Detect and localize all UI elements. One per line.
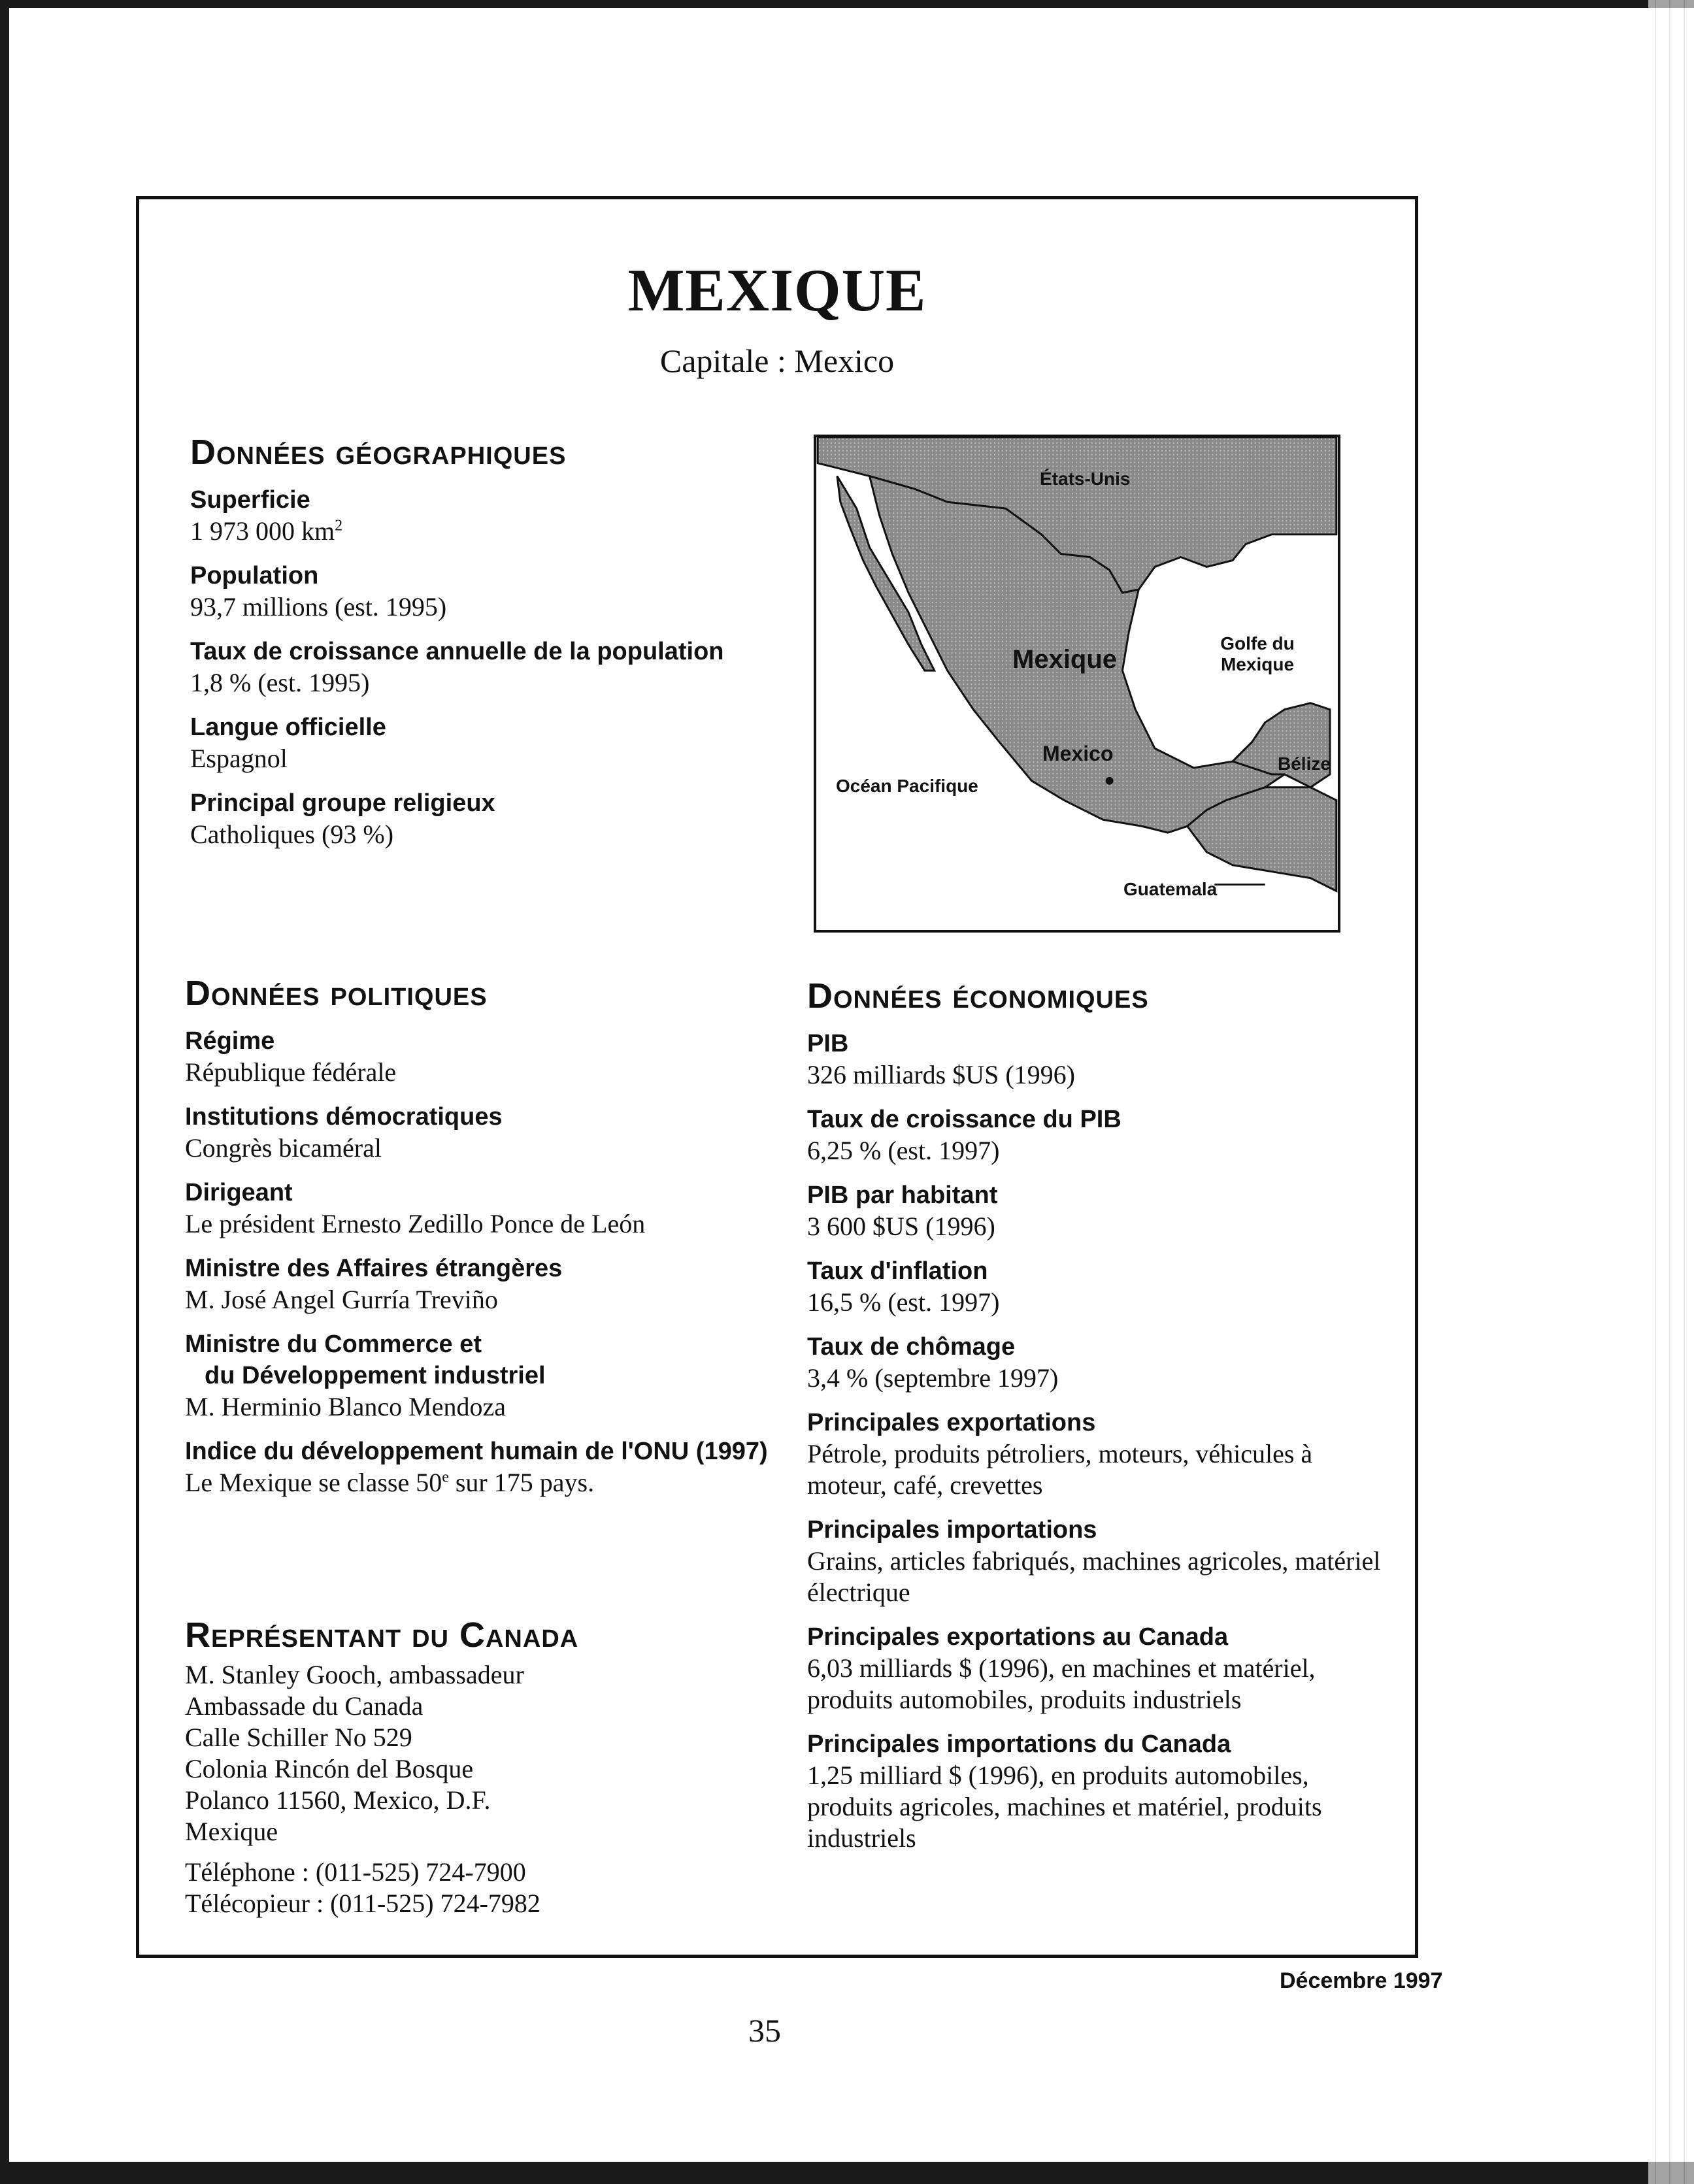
map-label-guatemala: Guatemala [1123,879,1218,899]
address-line: Ambassade du Canada [185,1691,424,1721]
representative-heading: Représentant du Canada [185,1615,579,1655]
scan-edge-right [1648,0,1694,2184]
address-line: Calle Schiller No 529 [185,1723,412,1752]
geo-section [190,432,791,863]
scan-edge-bottom [0,2162,1694,2184]
politics-item-leader [185,1177,786,1240]
geo-item-language [190,712,791,774]
geo-item-religion [190,787,791,850]
geo-heading: Données géographiques [190,433,567,472]
scan-edge-left [0,0,9,2184]
country-title: MEXIQUE [627,257,927,323]
economy-item-imports [807,1514,1395,1608]
politics-value: M. Herminio Blanco Mendoza [185,1392,506,1421]
economy-item-gdp-growth [807,1104,1395,1166]
economy-section [807,976,1395,1867]
politics-item-regime [185,1025,786,1088]
geo-item-population [190,560,791,623]
economy-label: Principales importations du Canada [807,1730,1231,1758]
geo-label: Population [190,562,319,589]
geo-label: Principal groupe religieux [190,789,495,817]
politics-label: Ministre du Commerce et [185,1331,482,1358]
politics-label: Régime [185,1027,275,1055]
geo-value: Espagnol [190,744,288,773]
economy-value: Grains, articles fabriqués, machines agricoles, matériel électrique [807,1546,1381,1607]
economy-label: Taux de croissance du PIB [807,1106,1121,1133]
economy-value: 6,25 % (est. 1997) [807,1136,1000,1165]
economy-item-gdp-per-capita [807,1180,1395,1242]
map-label-belize: Bélize [1278,753,1331,774]
economy-item-exports [807,1407,1395,1501]
politics-value: République fédérale [185,1057,397,1087]
economy-item-unemployment [807,1331,1395,1394]
mexico-map [814,435,1340,933]
address-line: Colonia Rincón del Bosque [185,1754,474,1783]
geo-label: Taux de croissance annuelle de la population [190,638,724,665]
economy-label: Principales importations [807,1516,1097,1544]
economy-label: Taux de chômage [807,1333,1016,1361]
politics-value: Congrès bicaméral [185,1133,382,1163]
economy-value: 16,5 % (est. 1997) [807,1287,1000,1317]
fact-sheet-frame [136,196,1418,1958]
politics-label-continued: du Développement industriel [205,1362,546,1389]
economy-label: Principales exportations au Canada [807,1623,1229,1651]
economy-item-gdp [807,1028,1395,1091]
geo-item-growth [190,636,791,699]
geo-value: 1 973 000 $km^2$ [190,516,343,546]
politics-value: Le président Ernesto Zedillo Ponce de León [185,1209,646,1238]
politics-value: M. José Angel Gurría Treviño [185,1285,498,1314]
issue-date: Décembre 1997 [1280,1968,1443,1993]
map-label-pacific: Océan Pacifique [836,776,978,796]
map-label-gulf: Golfe du Mexique [1220,633,1295,674]
map-label-mexico-country: Mexique [1012,645,1118,674]
economy-label: PIB par habitant [807,1182,998,1209]
politics-label: Dirigeant [185,1179,293,1206]
geo-value: 1,8 % (est. 1995) [190,668,370,697]
economy-label: Taux d'inflation [807,1257,988,1285]
politics-label: Institutions démocratiques [185,1103,503,1131]
politics-value: Le Mexique se classe 50e sur 175 pays. [185,1468,595,1497]
economy-label: PIB [807,1030,849,1057]
economy-value: 6,03 milliards $ (1996), en machines et matériel, produits automobiles, produits industriels [807,1653,1316,1714]
phone-line: Téléphone : (011-525) 724-7900 [185,1857,526,1887]
page-number: 35 [748,2012,781,2049]
politics-label: Indice du développement humain de l'ONU (1997) [185,1438,768,1465]
economy-value: Pétrole, produits pétroliers, moteurs, véhicules à moteur, café, crevettes [807,1439,1313,1500]
economy-value: 3,4 % (septembre 1997) [807,1363,1059,1393]
politics-heading: Données politiques [185,974,488,1013]
map-label-capital: Mexico [1042,742,1114,765]
economy-item-exports-canada [807,1621,1395,1715]
geo-label: Superficie [190,486,310,514]
economy-item-inflation [807,1255,1395,1318]
politics-item-trade-minister [185,1329,786,1423]
economy-heading: Données économiques [807,976,1149,1016]
address-line: M. Stanley Gooch, ambassadeur [185,1660,524,1689]
address-line: Polanco 11560, Mexico, D.F. [185,1785,491,1815]
address-line: Mexique [185,1817,278,1846]
economy-value: 1,25 milliard $ (1996), en produits automobiles, produits agricoles, machines et matériel, produits industriels [807,1761,1322,1853]
representative-section [185,1615,786,1919]
economy-label: Principales exportations [807,1409,1096,1436]
geo-value: Catholiques (93 %) [190,819,394,849]
capital-subtitle: Capitale : Mexico [659,342,895,379]
politics-item-foreign-minister [185,1253,786,1315]
economy-value: 3 600 $US (1996) [807,1212,995,1241]
fax-line: Télécopieur : (011-525) 724-7982 [185,1889,540,1918]
politics-section [185,973,786,1512]
politics-label: Ministre des Affaires étrangères [185,1255,563,1282]
mexico-map-graphic [816,437,1338,930]
economy-value: 326 milliards $US (1996) [807,1060,1075,1089]
geo-value: 93,7 millions (est. 1995) [190,592,447,621]
capital-marker [1106,777,1114,785]
politics-item-institutions [185,1101,786,1164]
geo-item-area [190,484,791,547]
geo-label: Langue officielle [190,714,386,741]
politics-item-hdi [185,1436,786,1498]
scan-edge-top [0,0,1694,8]
map-label-usa: États-Unis [1040,469,1131,489]
economy-item-imports-canada [807,1729,1395,1854]
